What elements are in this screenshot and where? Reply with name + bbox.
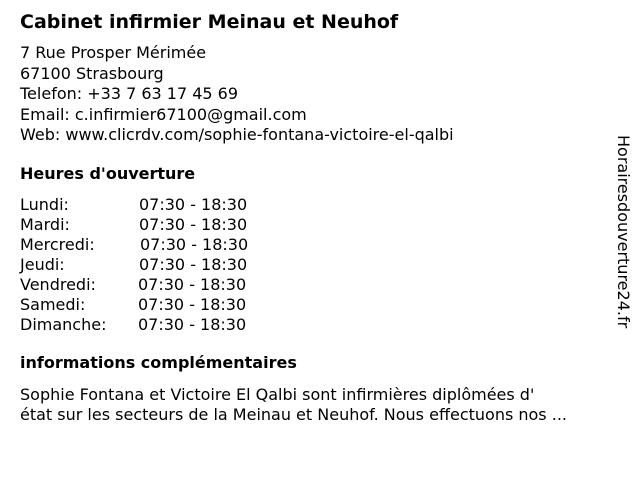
web-line: Web: www.clicrdv.com/sophie-fontana-victoire-el-qalbi bbox=[20, 125, 454, 144]
contact-block bbox=[20, 43, 454, 146]
hours-row-thursday bbox=[20, 255, 280, 275]
additional-info-text bbox=[20, 385, 620, 425]
hours-time: 07:30 - 18:30 bbox=[140, 235, 249, 254]
hours-row-sunday bbox=[20, 315, 280, 335]
hours-time: 07:30 - 18:30 bbox=[138, 295, 247, 314]
address-city: 67100 Strasbourg bbox=[20, 63, 164, 83]
opening-hours-heading: Heures d'ouverture bbox=[20, 164, 196, 183]
hours-row-tuesday bbox=[20, 215, 280, 235]
hours-time: 07:30 - 18:30 bbox=[139, 255, 248, 274]
hours-time: 07:30 - 18:30 bbox=[139, 215, 248, 234]
info-line: état sur les secteurs de la Meinau et Neuhof. Nous effectuons nos ... bbox=[20, 405, 567, 424]
page-title: Cabinet infirmier Meinau et Neuhof bbox=[20, 11, 399, 33]
hours-day: Lundi: bbox=[20, 195, 69, 214]
phone-line: Telefon: +33 7 63 17 45 69 bbox=[20, 84, 239, 103]
hours-row-monday bbox=[20, 195, 280, 215]
hours-day: Mardi: bbox=[20, 215, 70, 234]
info-line: Sophie Fontana et Victoire El Qalbi sont infirmières diplômées d' bbox=[20, 385, 535, 404]
email-line: Email: c.infirmier67100@gmail.com bbox=[20, 104, 307, 124]
hours-day: Dimanche: bbox=[20, 315, 107, 334]
hours-time: 07:30 - 18:30 bbox=[138, 275, 247, 294]
hours-day: Vendredi: bbox=[20, 275, 96, 294]
hours-day: Mercredi: bbox=[20, 235, 95, 254]
additional-info-heading: informations complémentaires bbox=[20, 353, 297, 372]
hours-row-saturday bbox=[20, 295, 280, 315]
site-watermark: Horairesdouverture24.fr bbox=[614, 135, 633, 329]
hours-day: Samedi: bbox=[20, 295, 86, 314]
hours-row-wednesday bbox=[20, 235, 280, 255]
hours-time: 07:30 - 18:30 bbox=[139, 195, 248, 214]
opening-hours-table bbox=[20, 195, 280, 335]
hours-day: Jeudi: bbox=[20, 255, 65, 274]
hours-row-friday bbox=[20, 275, 280, 295]
hours-time: 07:30 - 18:30 bbox=[138, 315, 247, 334]
address-street: 7 Rue Prosper Mérimée bbox=[20, 43, 207, 62]
